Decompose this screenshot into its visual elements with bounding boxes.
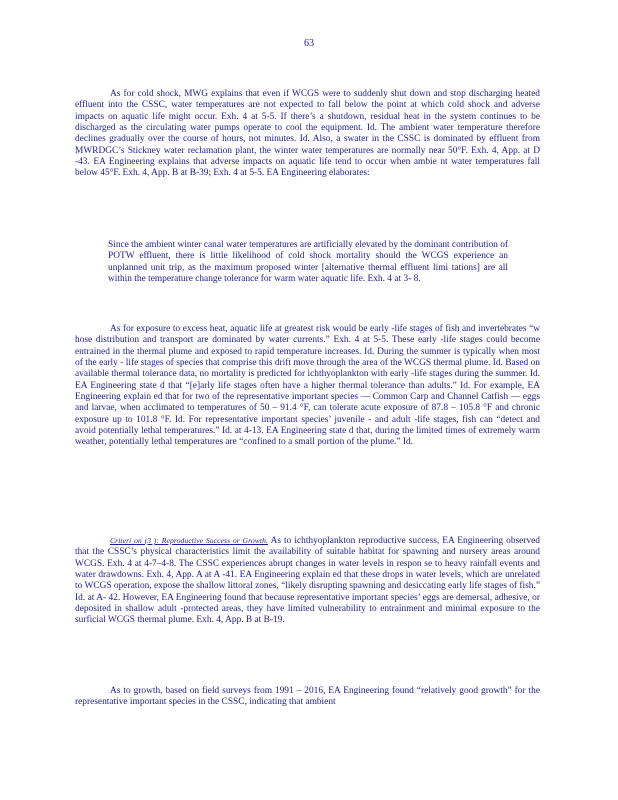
criterion-3-heading: Criteri on (3 ): Reproductive Success or Growth. (110, 536, 269, 545)
paragraph-excess-heat: As for exposure to excess heat, aquatic life at greatest risk would be early -life stages of fish and invertebrates “w hose distribution and transport are dominated by water currents.” Exh. 4 at 5-5. These early -life stages could become entrained in the thermal plume and exposed to rapid temperature increases. Id. During the summer is typically when most of the early - life stages of species that comprise this drift move through the area of the WCGS thermal plume. Id. Based on available thermal tolerance data, no mortality is predicted for ichthyoplankton with early -life stages during the summer. Id. EA Engineering state d that “[e]arly life stages often have a higher thermal tolerance than adults.” Id. For example, EA Engineering explain ed that for two of the representative important species — Common Carp and Channel Catfish — eggs and larvae, when acclimated to temperatures of 50 – 91.4 °F, can tolerate acute exposure of 87.8 – 105.8 °F and chronic exposure up to 101.8 °F. Id. For representative important species’ juvenile - and adult -life stages, fish can “detect and avoid potentially lethal temperatures.” Id. at 4-13. EA Engineering state d that, during the limited times of extremely warm weather, potentially lethal temperatures are “confined to a small portion of the plume.” Id. (75, 324, 540, 448)
paragraph-cold-shock: As for cold shock, MWG explains that even if WCGS were to suddenly shut down and stop discharging heated effluent into the CSSC, water temperatures are not expected to fall below the point at which cold shock and adverse impacts on aquatic life might occur. Exh. 4 at 5-5. If there’s a shutdown, residual heat in the system continues to be discharged as the circulating water pumps operate to cool the equipment. Id. The ambient water temperature therefore declines gradually over the course of hours, not minutes. Id. Also, a swater in the CSSC is dominated by effluent from MWRDGC’s Stickney water reclamation plant, the winter water temperatures are normally near 50°F. Exh. 4, App. at D -43. EA Engineering explains that adverse impacts on aquatic life tend to occur when ambie nt water temperatures fall below 45°F. Exh. 4, App. B at B-39; Exh. 4 at 5-5. EA Engineering elaborates: (75, 89, 540, 179)
page-number: 63 (304, 38, 314, 49)
block-quote-ea-engineering: Since the ambient winter canal water temperatures are artificially elevated by the dominant contribution of POTW effluent, there is little likelihood of cold shock mortality should the WCGS experience an unplanned unit trip, as the maximum proposed winter [alternative thermal effluent limi tations] are all within the temperature change tolerance for warm water aquatic life. Exh. 4 at 3- 8. (108, 240, 508, 285)
paragraph-reproductive-success-text: As to ichthyoplankton reproductive success, EA Engineering observed that the CSSC’s physical characteristics limit the availability of suitable habitat for spawning and nursery areas around WCGS. Exh. 4 at 4-7–4-8. The CSSC experiences abrupt changes in water levels in respon se to heavy rainfall events and water drawdowns. Exh. 4, App. A at A -41. EA Engineering explain ed that these drops in water levels, which are unrelated to WCGS operation, expose the shallow littoral zones, “likely disrupting spawning and desiccating early life stages of fish.” Id. at A- 42. However, EA Engineering found that because representative important species’ eggs are demersal, adhesive, or deposited in shallow adult -protected areas, they have limited vulnerability to entrainment and minimal exposure to the surficial WCGS thermal plume. Exh. 4, App. B at B-19. (75, 536, 540, 626)
paragraph-growth: As to growth, based on field surveys from 1991 – 2016, EA Engineering found “relatively good growth” for the representative important species in the CSSC, indicating that ambient (75, 686, 540, 708)
paragraph-reproductive-success (75, 535, 540, 627)
